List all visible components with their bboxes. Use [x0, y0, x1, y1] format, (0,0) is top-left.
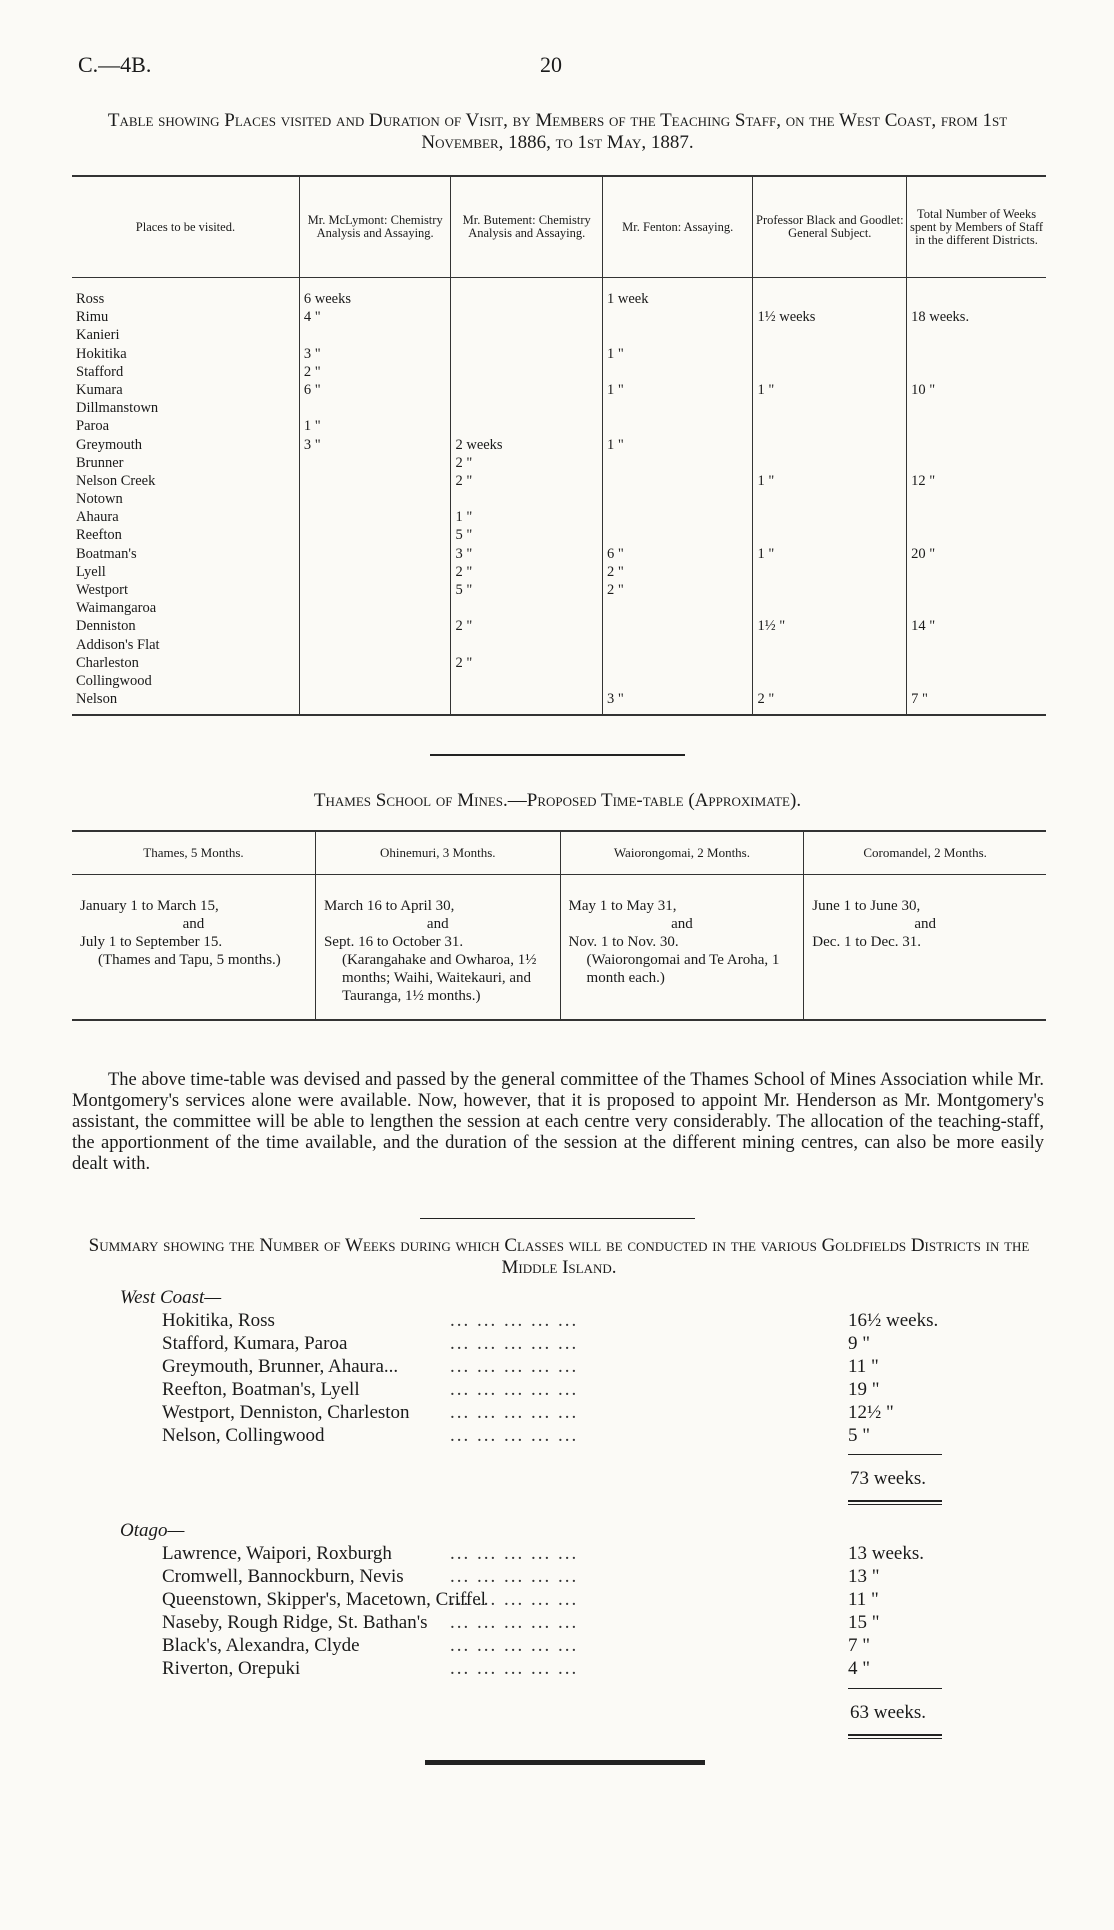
weeks-cell	[907, 654, 1046, 672]
thames-timetable	[72, 830, 1046, 1021]
leader-dots: ... ... ... ... ...	[450, 1333, 579, 1354]
place-cell: Waimangaroa	[76, 600, 157, 617]
total-double-rule	[848, 1500, 942, 1502]
place-cell: Ahaura	[76, 509, 119, 526]
place-cell: Rimu	[76, 309, 109, 326]
weeks-cell	[907, 636, 1046, 654]
district-name: Riverton, Orepuki	[162, 1658, 301, 1679]
list-item	[120, 1378, 980, 1401]
cell-line: (Thames and Tapu, 5 months.)	[98, 952, 281, 968]
weeks-value: 7 "	[848, 1635, 871, 1656]
weeks-cell	[602, 617, 752, 635]
weeks-cell: 2 "	[451, 563, 603, 581]
col-thames: Thames, 5 Months.	[72, 831, 315, 875]
weeks-cell: 4 "	[299, 308, 451, 326]
total-double-rule	[848, 1738, 942, 1739]
district-name: Westport, Denniston, Charleston	[162, 1402, 410, 1423]
weeks-cell	[299, 472, 451, 490]
weeks-cell	[753, 326, 907, 344]
weeks-cell: 2 "	[602, 563, 752, 581]
region-label: Otago—	[120, 1520, 185, 1541]
place-cell: Stafford	[76, 363, 124, 380]
weeks-cell	[451, 417, 603, 435]
leader-dots: ... ... ... ... ...	[450, 1379, 579, 1400]
leader-dots: ... ... ... ... ...	[450, 1658, 579, 1679]
place-cell: Reefton	[76, 527, 122, 544]
list-item	[120, 1657, 980, 1680]
weeks-value: 13 weeks.	[848, 1543, 924, 1564]
cell-ohinemuri	[315, 875, 560, 1021]
weeks-cell: 12 "	[907, 472, 1046, 490]
weeks-cell: 1 week	[602, 278, 752, 309]
cell-line: July 1 to September 15.	[80, 934, 223, 950]
total-double-rule	[848, 1504, 942, 1505]
weeks-cell: 3 "	[451, 545, 603, 563]
divider	[420, 1218, 695, 1219]
weeks-cell: 1 "	[753, 545, 907, 563]
weeks-cell: 2 "	[451, 617, 603, 635]
leader-dots: ... ... ... ... ...	[450, 1612, 579, 1633]
list-item	[120, 1565, 980, 1588]
weeks-cell: 1½ weeks	[753, 308, 907, 326]
leader-dots: ... ... ... ... ...	[450, 1635, 579, 1656]
weeks-cell	[907, 326, 1046, 344]
summary-otago	[120, 1520, 980, 1680]
cell-waiorongomai	[560, 875, 804, 1021]
weeks-cell	[299, 545, 451, 563]
weeks-cell	[299, 563, 451, 581]
weeks-cell	[451, 399, 603, 417]
weeks-cell	[451, 326, 603, 344]
weeks-cell: 14 "	[907, 617, 1046, 635]
sum-rule	[848, 1688, 942, 1689]
weeks-cell: 1 "	[299, 417, 451, 435]
weeks-cell	[602, 363, 752, 381]
weeks-cell	[299, 654, 451, 672]
weeks-cell: 10 "	[907, 381, 1046, 399]
weeks-cell: 7 "	[907, 690, 1046, 715]
weeks-cell	[907, 436, 1046, 454]
weeks-cell	[753, 490, 907, 508]
weeks-cell	[753, 636, 907, 654]
weeks-value: 15 "	[848, 1612, 880, 1633]
place-cell: Ross	[76, 291, 105, 307]
weeks-cell: 20 "	[907, 545, 1046, 563]
col-places: Places to be visited.	[72, 176, 299, 278]
divider	[430, 754, 685, 756]
weeks-value: 11 "	[848, 1589, 879, 1610]
district-name: Naseby, Rough Ridge, St. Bathan's	[162, 1612, 428, 1633]
place-cell: Kanieri	[76, 327, 120, 344]
otago-total: 63 weeks.	[850, 1702, 926, 1723]
list-item	[120, 1401, 980, 1424]
district-name: Black's, Alexandra, Clyde	[162, 1635, 360, 1656]
weeks-cell	[299, 636, 451, 654]
page-number: 20	[540, 52, 562, 77]
weeks-cell	[907, 563, 1046, 581]
weeks-cell	[907, 417, 1046, 435]
weeks-cell	[753, 436, 907, 454]
place-cell: Notown	[76, 491, 123, 508]
weeks-value: 5 "	[848, 1425, 871, 1446]
col-mclymont: Mr. McLymont: Chemistry Analysis and Assaying.	[299, 176, 451, 278]
weeks-cell: 6 "	[602, 545, 752, 563]
list-item	[120, 1309, 980, 1332]
weeks-cell	[753, 526, 907, 544]
weeks-cell	[299, 508, 451, 526]
weeks-cell	[907, 526, 1046, 544]
weeks-cell	[451, 345, 603, 363]
table-row	[72, 617, 1046, 635]
place-cell: Charleston	[76, 654, 139, 671]
weeks-cell	[602, 308, 752, 326]
table-row	[72, 490, 1046, 508]
col-butement: Mr. Butement: Chemistry Analysis and Assaying.	[451, 176, 603, 278]
cell-line: (Waiorongomai and Te Aroha, 1 month each.)	[586, 952, 780, 986]
table-row	[72, 690, 1046, 715]
weeks-cell	[602, 508, 752, 526]
list-item	[120, 1634, 980, 1657]
weeks-cell	[602, 472, 752, 490]
district-name: Queenstown, Skipper's, Macetown, Criffel	[162, 1589, 486, 1610]
weeks-cell	[753, 563, 907, 581]
weeks-cell	[451, 599, 603, 617]
weeks-cell	[602, 490, 752, 508]
weeks-cell	[299, 690, 451, 715]
weeks-value: 9 "	[848, 1333, 871, 1354]
table-row	[72, 472, 1046, 490]
sum-rule	[848, 1454, 942, 1455]
summary-title: Summary showing the Number of Weeks during which Classes will be conducted in the various Goldfields Districts in the Middle Island.	[88, 1235, 1030, 1278]
weeks-cell	[753, 399, 907, 417]
weeks-cell: 1 "	[753, 381, 907, 399]
weeks-cell	[753, 599, 907, 617]
col-ohinemuri: Ohinemuri, 3 Months.	[315, 831, 560, 875]
weeks-cell	[602, 326, 752, 344]
weeks-cell	[299, 326, 451, 344]
weeks-cell	[451, 672, 603, 690]
place-cell: Greymouth	[76, 436, 143, 453]
cell-line: (Karangahake and Owharoa, 1½ months; Waihi, Waitekauri, and Tauranga, 1½ months.)	[341, 952, 537, 1004]
document-reference: C.—4B.	[78, 52, 152, 77]
west-coast-rows	[120, 1309, 980, 1447]
weeks-cell: 3 "	[299, 436, 451, 454]
weeks-cell	[907, 278, 1046, 309]
weeks-cell: 6 "	[299, 381, 451, 399]
place-cell: Denniston	[76, 618, 136, 635]
weeks-cell: 1 "	[753, 472, 907, 490]
weeks-cell	[299, 454, 451, 472]
table-row	[72, 417, 1046, 435]
weeks-cell: 2 "	[753, 690, 907, 715]
weeks-cell: 2 "	[299, 363, 451, 381]
cell-line: Sept. 16 to October 31.	[323, 934, 464, 950]
total-double-rule	[848, 1734, 942, 1736]
weeks-cell	[907, 508, 1046, 526]
weeks-cell	[451, 636, 603, 654]
cell-line: and	[914, 916, 936, 932]
leader-dots: ... ... ... ... ...	[450, 1543, 579, 1564]
west-coast-total: 73 weeks.	[850, 1468, 926, 1489]
end-rule	[425, 1760, 705, 1765]
weeks-cell	[451, 690, 603, 715]
table-row	[72, 563, 1046, 581]
list-item	[120, 1424, 980, 1447]
cell-coromandel	[804, 875, 1046, 1021]
body-paragraph: The above time-table was devised and passed by the general committee of the Thames School of Mines Association while Mr. Montgomery's services alone were available. Now, however, that it is proposed to appoint Mr. Henderson as Mr. Montgomery's assistant, the committee will be able to lengthen the session at each centre very considerably. The allocation of the teaching-staff, the apportionment of the time available, and the duration of the session at the different mining centres, can also be more easily dealt with.	[72, 1070, 1044, 1174]
table-row	[72, 381, 1046, 399]
weeks-cell: 1 "	[602, 345, 752, 363]
weeks-cell	[753, 581, 907, 599]
district-name: Nelson, Collingwood	[162, 1425, 325, 1446]
weeks-cell	[299, 581, 451, 599]
district-name: Hokitika, Ross	[162, 1310, 275, 1331]
table-row	[72, 636, 1046, 654]
table-row	[72, 581, 1046, 599]
cell-line: and	[671, 916, 693, 932]
weeks-cell: 18 weeks.	[907, 308, 1046, 326]
table2-title: Thames School of Mines.—Proposed Time-table (Approximate).	[313, 790, 802, 811]
place-cell: Hokitika	[76, 345, 127, 362]
col-waiorongomai: Waiorongomai, 2 Months.	[560, 831, 804, 875]
weeks-cell: 3 "	[299, 345, 451, 363]
weeks-cell	[602, 672, 752, 690]
table-row	[72, 308, 1046, 326]
weeks-cell	[907, 599, 1046, 617]
region-label: West Coast—	[120, 1287, 222, 1308]
place-cell: Westport	[76, 582, 128, 598]
weeks-value: 12½ "	[848, 1402, 894, 1423]
summary-west-coast	[120, 1287, 980, 1447]
cell-line: June 1 to June 30,	[812, 898, 921, 914]
district-name: Lawrence, Waipori, Roxburgh	[162, 1543, 392, 1564]
weeks-cell: 5 "	[451, 581, 603, 599]
weeks-cell	[299, 490, 451, 508]
table1-title: Table showing Places visited and Duration of Visit, by Members of the Teaching Staff, on the West Coast, from 1st November, 1886, to 1st May, 1887.	[107, 110, 1008, 153]
leader-dots: ... ... ... ... ...	[450, 1402, 579, 1423]
list-item	[120, 1332, 980, 1355]
weeks-cell: 1 "	[602, 381, 752, 399]
district-name: Stafford, Kumara, Paroa	[162, 1333, 348, 1354]
cell-line: and	[182, 916, 205, 932]
table-row	[72, 599, 1046, 617]
weeks-cell	[299, 672, 451, 690]
weeks-cell	[753, 363, 907, 381]
cell-line: and	[426, 916, 449, 932]
weeks-cell	[753, 278, 907, 309]
weeks-value: 13 "	[848, 1566, 880, 1587]
weeks-cell	[907, 454, 1046, 472]
district-name: Greymouth, Brunner, Ahaura...	[162, 1356, 399, 1377]
weeks-cell: 2 "	[451, 654, 603, 672]
weeks-cell	[299, 399, 451, 417]
cell-line: May 1 to May 31,	[568, 898, 677, 914]
place-cell: Brunner	[76, 454, 124, 471]
weeks-cell	[299, 526, 451, 544]
weeks-cell: 2 "	[602, 581, 752, 599]
weeks-cell	[907, 345, 1046, 363]
weeks-cell	[602, 636, 752, 654]
leader-dots: ... ... ... ... ...	[450, 1356, 579, 1377]
col-black-goodlet: Professor Black and Goodlet: General Subject.	[753, 176, 907, 278]
weeks-cell: 6 weeks	[299, 278, 451, 309]
table-row	[72, 508, 1046, 526]
weeks-cell	[602, 399, 752, 417]
weeks-cell	[602, 417, 752, 435]
weeks-cell	[299, 599, 451, 617]
weeks-cell: 1 "	[451, 508, 603, 526]
table-row	[72, 363, 1046, 381]
col-coromandel: Coromandel, 2 Months.	[804, 831, 1046, 875]
weeks-cell	[907, 490, 1046, 508]
col-fenton: Mr. Fenton: Assaying.	[602, 176, 752, 278]
table-row	[72, 345, 1046, 363]
table-row	[72, 326, 1046, 344]
weeks-cell	[299, 617, 451, 635]
weeks-cell: 1 "	[602, 436, 752, 454]
list-item	[120, 1588, 980, 1611]
weeks-cell	[753, 654, 907, 672]
table-row	[72, 672, 1046, 690]
list-item	[120, 1611, 980, 1634]
cell-line: Nov. 1 to Nov. 30.	[568, 934, 679, 950]
place-cell: Nelson Creek	[76, 472, 156, 489]
weeks-value: 4 "	[848, 1658, 871, 1679]
place-cell: Collingwood	[76, 672, 152, 689]
weeks-cell: 1½ "	[753, 617, 907, 635]
list-item	[120, 1542, 980, 1565]
place-cell: Lyell	[76, 563, 106, 580]
leader-dots: ... ... ... ... ...	[450, 1310, 579, 1331]
leader-dots: ... ... ... ... ...	[450, 1566, 579, 1587]
weeks-value: 11 "	[848, 1356, 879, 1377]
weeks-cell	[451, 490, 603, 508]
weeks-cell	[907, 581, 1046, 599]
table-row	[72, 545, 1046, 563]
weeks-cell	[451, 308, 603, 326]
weeks-cell	[753, 508, 907, 526]
table-row	[72, 526, 1046, 544]
weeks-cell	[451, 278, 603, 309]
table-row	[72, 399, 1046, 417]
weeks-cell	[451, 363, 603, 381]
cell-line: January 1 to March 15,	[80, 898, 219, 914]
leader-dots: ... ... ... ... ...	[450, 1425, 579, 1446]
weeks-cell	[753, 345, 907, 363]
weeks-cell	[753, 672, 907, 690]
weeks-cell	[753, 417, 907, 435]
district-name: Reefton, Boatman's, Lyell	[162, 1379, 360, 1400]
place-cell: Boatman's	[76, 545, 137, 562]
list-item	[120, 1355, 980, 1378]
weeks-cell: 2 "	[451, 472, 603, 490]
weeks-cell	[753, 454, 907, 472]
place-cell: Nelson	[72, 690, 299, 715]
place-cell: Kumara	[76, 381, 123, 398]
weeks-value: 16½ weeks.	[848, 1310, 939, 1331]
table-row	[72, 278, 1046, 309]
district-name: Cromwell, Bannockburn, Nevis	[162, 1566, 404, 1587]
weeks-cell: 2 "	[451, 454, 603, 472]
cell-thames	[72, 875, 315, 1021]
table-row	[72, 436, 1046, 454]
weeks-cell	[907, 363, 1046, 381]
table-row	[72, 454, 1046, 472]
weeks-cell	[907, 672, 1046, 690]
weeks-cell	[907, 399, 1046, 417]
weeks-cell	[602, 454, 752, 472]
weeks-cell: 3 "	[602, 690, 752, 715]
weeks-cell: 2 weeks	[451, 436, 603, 454]
leader-dots: ... ... ... ... ...	[450, 1589, 579, 1610]
weeks-cell	[602, 599, 752, 617]
weeks-cell	[602, 654, 752, 672]
cell-line: March 16 to April 30,	[323, 898, 455, 914]
col-total-weeks: Total Number of Weeks spent by Members of Staff in the different Districts.	[907, 176, 1046, 278]
table-row	[72, 654, 1046, 672]
table1-body	[72, 278, 1046, 716]
otago-rows	[120, 1542, 980, 1680]
weeks-value: 19 "	[848, 1379, 880, 1400]
weeks-cell	[451, 381, 603, 399]
place-cell: Dillmanstown	[76, 400, 159, 417]
weeks-cell: 5 "	[451, 526, 603, 544]
weeks-cell	[602, 526, 752, 544]
cell-line: Dec. 1 to Dec. 31.	[812, 934, 922, 950]
place-cell: Paroa	[76, 418, 110, 435]
west-coast-visits-table	[72, 175, 1046, 716]
place-cell: Addison's Flat	[76, 636, 160, 653]
